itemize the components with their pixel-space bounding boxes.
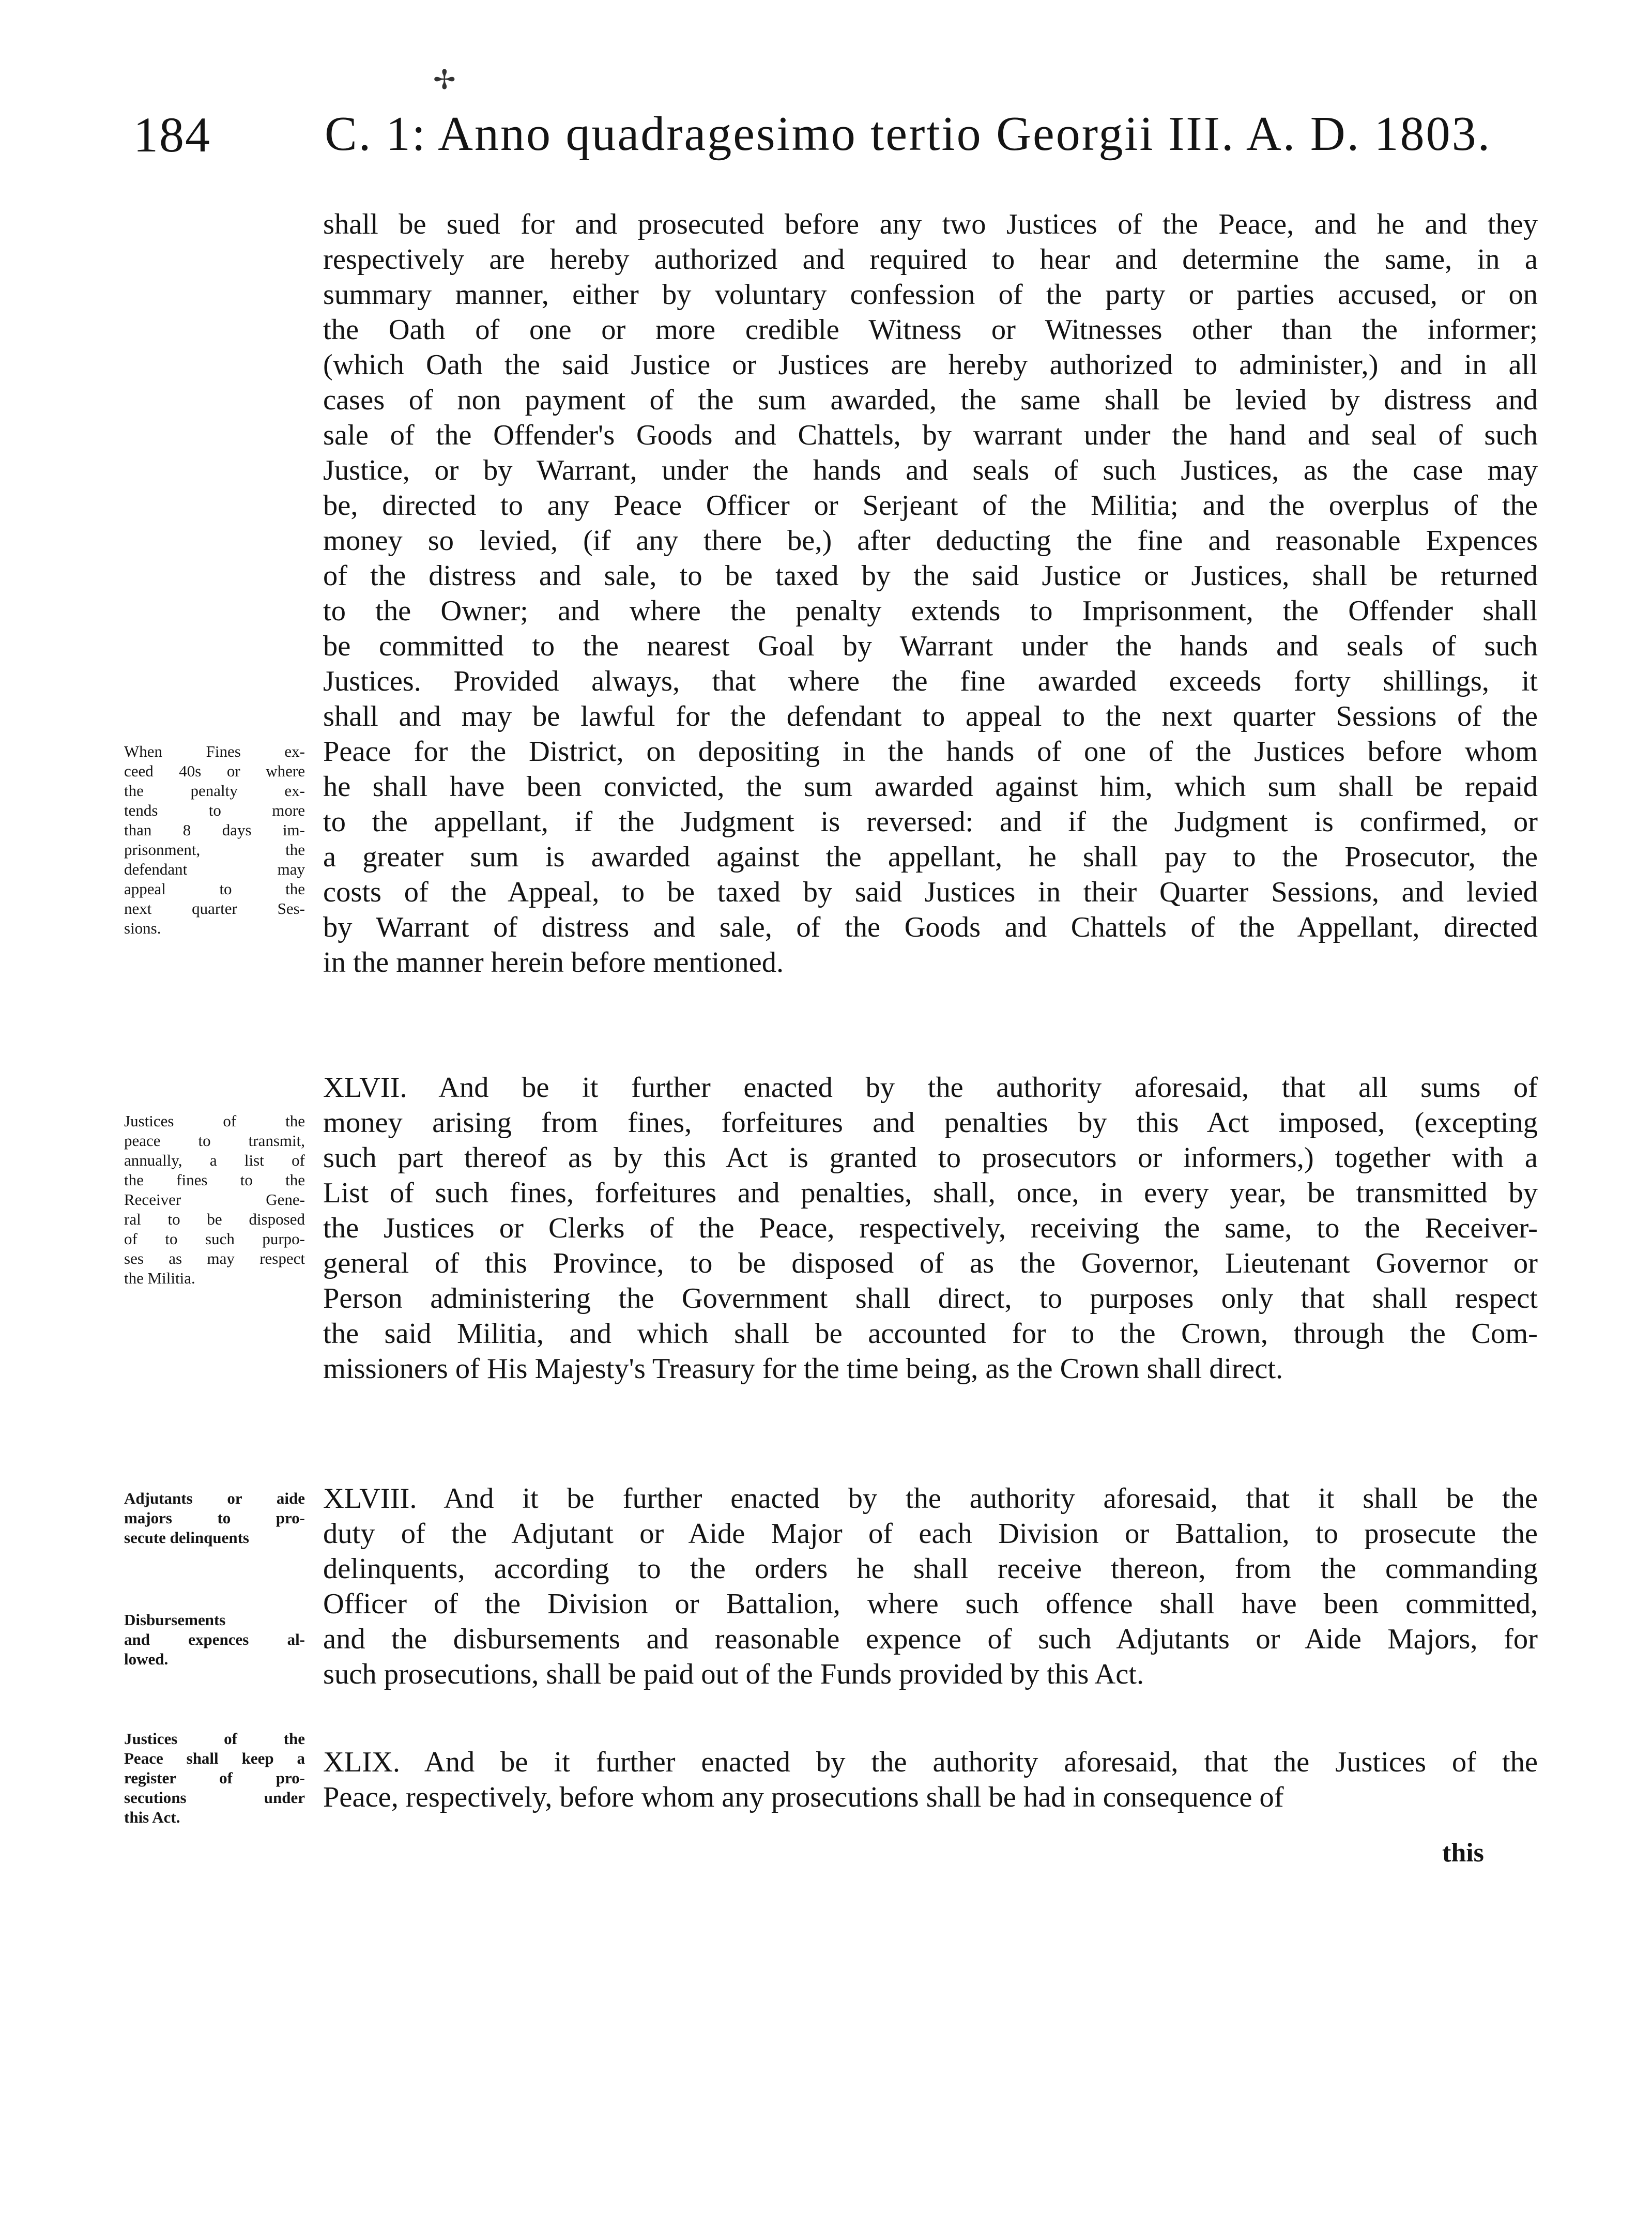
- note-line: ses as may respect: [124, 1249, 305, 1267]
- text-line: shall be sued for and prosecuted before any two Justices of the Peace, and he and they: [323, 208, 1538, 240]
- text-line: Person administering the Government shall direct, to purposes only that shall respect: [323, 1282, 1538, 1315]
- note-line: than 8 days im-: [124, 821, 305, 839]
- margin-note-appeal: [124, 742, 305, 938]
- text-line: the Justices or Clerks of the Peace, respectively, receiving the same, to the Receiver-: [323, 1212, 1538, 1244]
- text-line: a greater sum is awarded against the appellant, he shall pay to the Prosecutor, the: [323, 841, 1538, 873]
- note-line: Justices of the: [124, 1112, 305, 1130]
- note-line: Receiver Gene-: [124, 1190, 305, 1209]
- note-line: appeal to the: [124, 880, 305, 898]
- text-line: money arising from fines, forfeitures and penalties by this Act imposed, (excepting: [323, 1107, 1538, 1139]
- text-line: duty of the Adjutant or Aide Major of each Division or Battalion, to prosecute the: [323, 1518, 1538, 1550]
- note-line: Adjutants or aide: [124, 1489, 305, 1507]
- text-line: to the Owner; and where the penalty extends to Imprisonment, the Offender shall: [323, 595, 1538, 627]
- text-line: such part thereof as by this Act is granted to prosecutors or informers,) together with a: [323, 1142, 1538, 1174]
- note-line: majors to pro-: [124, 1509, 305, 1527]
- page-number: 184: [133, 107, 211, 162]
- text-line: Justices. Provided always, that where the fine awarded exceeds forty shillings, it: [323, 665, 1538, 697]
- note-line: next quarter Ses-: [124, 899, 305, 918]
- text-line: summary manner, either by voluntary confession of the party or parties accused, or on: [323, 279, 1538, 311]
- note-line: peace to transmit,: [124, 1132, 305, 1150]
- note-line: the fines to the: [124, 1171, 305, 1189]
- text-line: shall and may be lawful for the defendant to appeal to the next quarter Sessions of the: [323, 700, 1538, 732]
- running-head: C. 1: Anno quadragesimo tertio Georgii III. A. D. 1803.: [325, 107, 1492, 161]
- note-line: lowed.: [124, 1650, 169, 1668]
- text-line: cases of non payment of the sum awarded, the same shall be levied by distress and: [323, 384, 1538, 416]
- note-line: the penalty ex-: [124, 782, 305, 800]
- text-line: Peace for the District, on depositing in the hands of one of the Justices before whom: [323, 736, 1538, 768]
- page-header: [133, 66, 1581, 189]
- text-line: delinquents, according to the orders he shall receive thereon, from the commanding: [323, 1553, 1538, 1585]
- text-line: List of such fines, forfeitures and penalties, shall, once, in every year, be transmitted by: [323, 1177, 1538, 1209]
- note-line: Disbursements: [124, 1611, 226, 1629]
- note-line: the Militia.: [124, 1269, 195, 1287]
- text-line: sale of the Offender's Goods and Chattels, by warrant under the hand and seal of such: [323, 419, 1538, 451]
- text-line: general of this Province, to be disposed of as the Governor, Lieutenant Governor or: [323, 1247, 1538, 1279]
- text-line: of the distress and sale, to be taxed by the said Justice or Justices, shall be returned: [323, 560, 1538, 592]
- note-line: sions.: [124, 919, 161, 937]
- paragraph-xlvii: [323, 1070, 1538, 1386]
- note-line: annually, a list of: [124, 1151, 305, 1169]
- text-line: and the disbursements and reasonable expence of such Adjutants or Aide Majors, for: [323, 1623, 1538, 1655]
- text-line: missioners of His Majesty's Treasury for the time being, as the Crown shall direct.: [323, 1353, 1283, 1385]
- margin-note-adjutants: [124, 1489, 305, 1548]
- text-line: in the manner herein before mentioned.: [323, 946, 784, 979]
- note-line: this Act.: [124, 1808, 180, 1826]
- note-line: tends to more: [124, 801, 305, 819]
- decorative-mark-icon: ✢: [433, 66, 456, 95]
- text-line: Officer of the Division or Battalion, where such offence shall have been committed,: [323, 1588, 1538, 1620]
- margin-note-transmit-fines: [124, 1111, 305, 1288]
- text-line: XLVIII. And it be further enacted by the authority aforesaid, that it shall be the: [323, 1483, 1538, 1515]
- text-line: be, directed to any Peace Officer or Serjeant of the Militia; and the overplus of the: [323, 490, 1538, 522]
- text-line: (which Oath the said Justice or Justices are hereby authorized to administer,) and in all: [323, 349, 1538, 381]
- paragraph-penalties-levy: [323, 207, 1538, 980]
- note-line: ceed 40s or where: [124, 762, 305, 780]
- note-line: secute delinquents: [124, 1529, 249, 1547]
- text-line: XLVII. And be it further enacted by the authority aforesaid, that all sums of: [323, 1072, 1538, 1104]
- text-line: such prosecutions, shall be paid out of the Funds provided by this Act.: [323, 1658, 1144, 1690]
- text-line: he shall have been convicted, the sum awarded against him, which sum shall be repaid: [323, 771, 1538, 803]
- text-line: to the appellant, if the Judgment is reversed: and if the Judgment is confirmed, or: [323, 806, 1538, 838]
- note-line: secutions under: [124, 1789, 305, 1807]
- text-line: by Warrant of distress and sale, of the Goods and Chattels of the Appellant, directed: [323, 911, 1538, 943]
- catchword: this: [1442, 1838, 1484, 1868]
- text-line: money so levied, (if any there be,) after deducting the fine and reasonable Expences: [323, 525, 1538, 557]
- text-line: be committed to the nearest Goal by Warrant under the hands and seals of such: [323, 630, 1538, 662]
- note-line: register of pro-: [124, 1769, 305, 1787]
- note-line: Peace shall keep a: [124, 1749, 305, 1767]
- note-line: and expences al-: [124, 1630, 305, 1648]
- text-line: respectively are hereby authorized and required to hear and determine the same, in a: [323, 243, 1538, 276]
- margin-note-disbursements: [124, 1610, 305, 1669]
- paragraph-xlviii: [323, 1481, 1538, 1692]
- note-line: defendant may: [124, 860, 305, 878]
- note-line: Justices of the: [124, 1730, 305, 1748]
- text-line: costs of the Appeal, to be taxed by said Justices in their Quarter Sessions, and levied: [323, 876, 1538, 908]
- text-line: XLIX. And be it further enacted by the authority aforesaid, that the Justices of the: [323, 1746, 1538, 1778]
- text-line: the said Militia, and which shall be accounted for to the Crown, through the Com-: [323, 1318, 1538, 1350]
- note-line: of to such purpo-: [124, 1230, 305, 1248]
- margin-note-register: [124, 1729, 305, 1827]
- text-line: the Oath of one or more credible Witness or Witnesses other than the informer;: [323, 314, 1538, 346]
- note-line: prisonment, the: [124, 840, 305, 859]
- text-line: Justice, or by Warrant, under the hands and seals of such Justices, as the case may: [323, 454, 1538, 486]
- paragraph-xlix: [323, 1745, 1538, 1815]
- note-line: When Fines ex-: [124, 742, 305, 760]
- note-line: ral to be disposed: [124, 1210, 305, 1228]
- text-line: Peace, respectively, before whom any prosecutions shall be had in consequence of: [323, 1781, 1284, 1813]
